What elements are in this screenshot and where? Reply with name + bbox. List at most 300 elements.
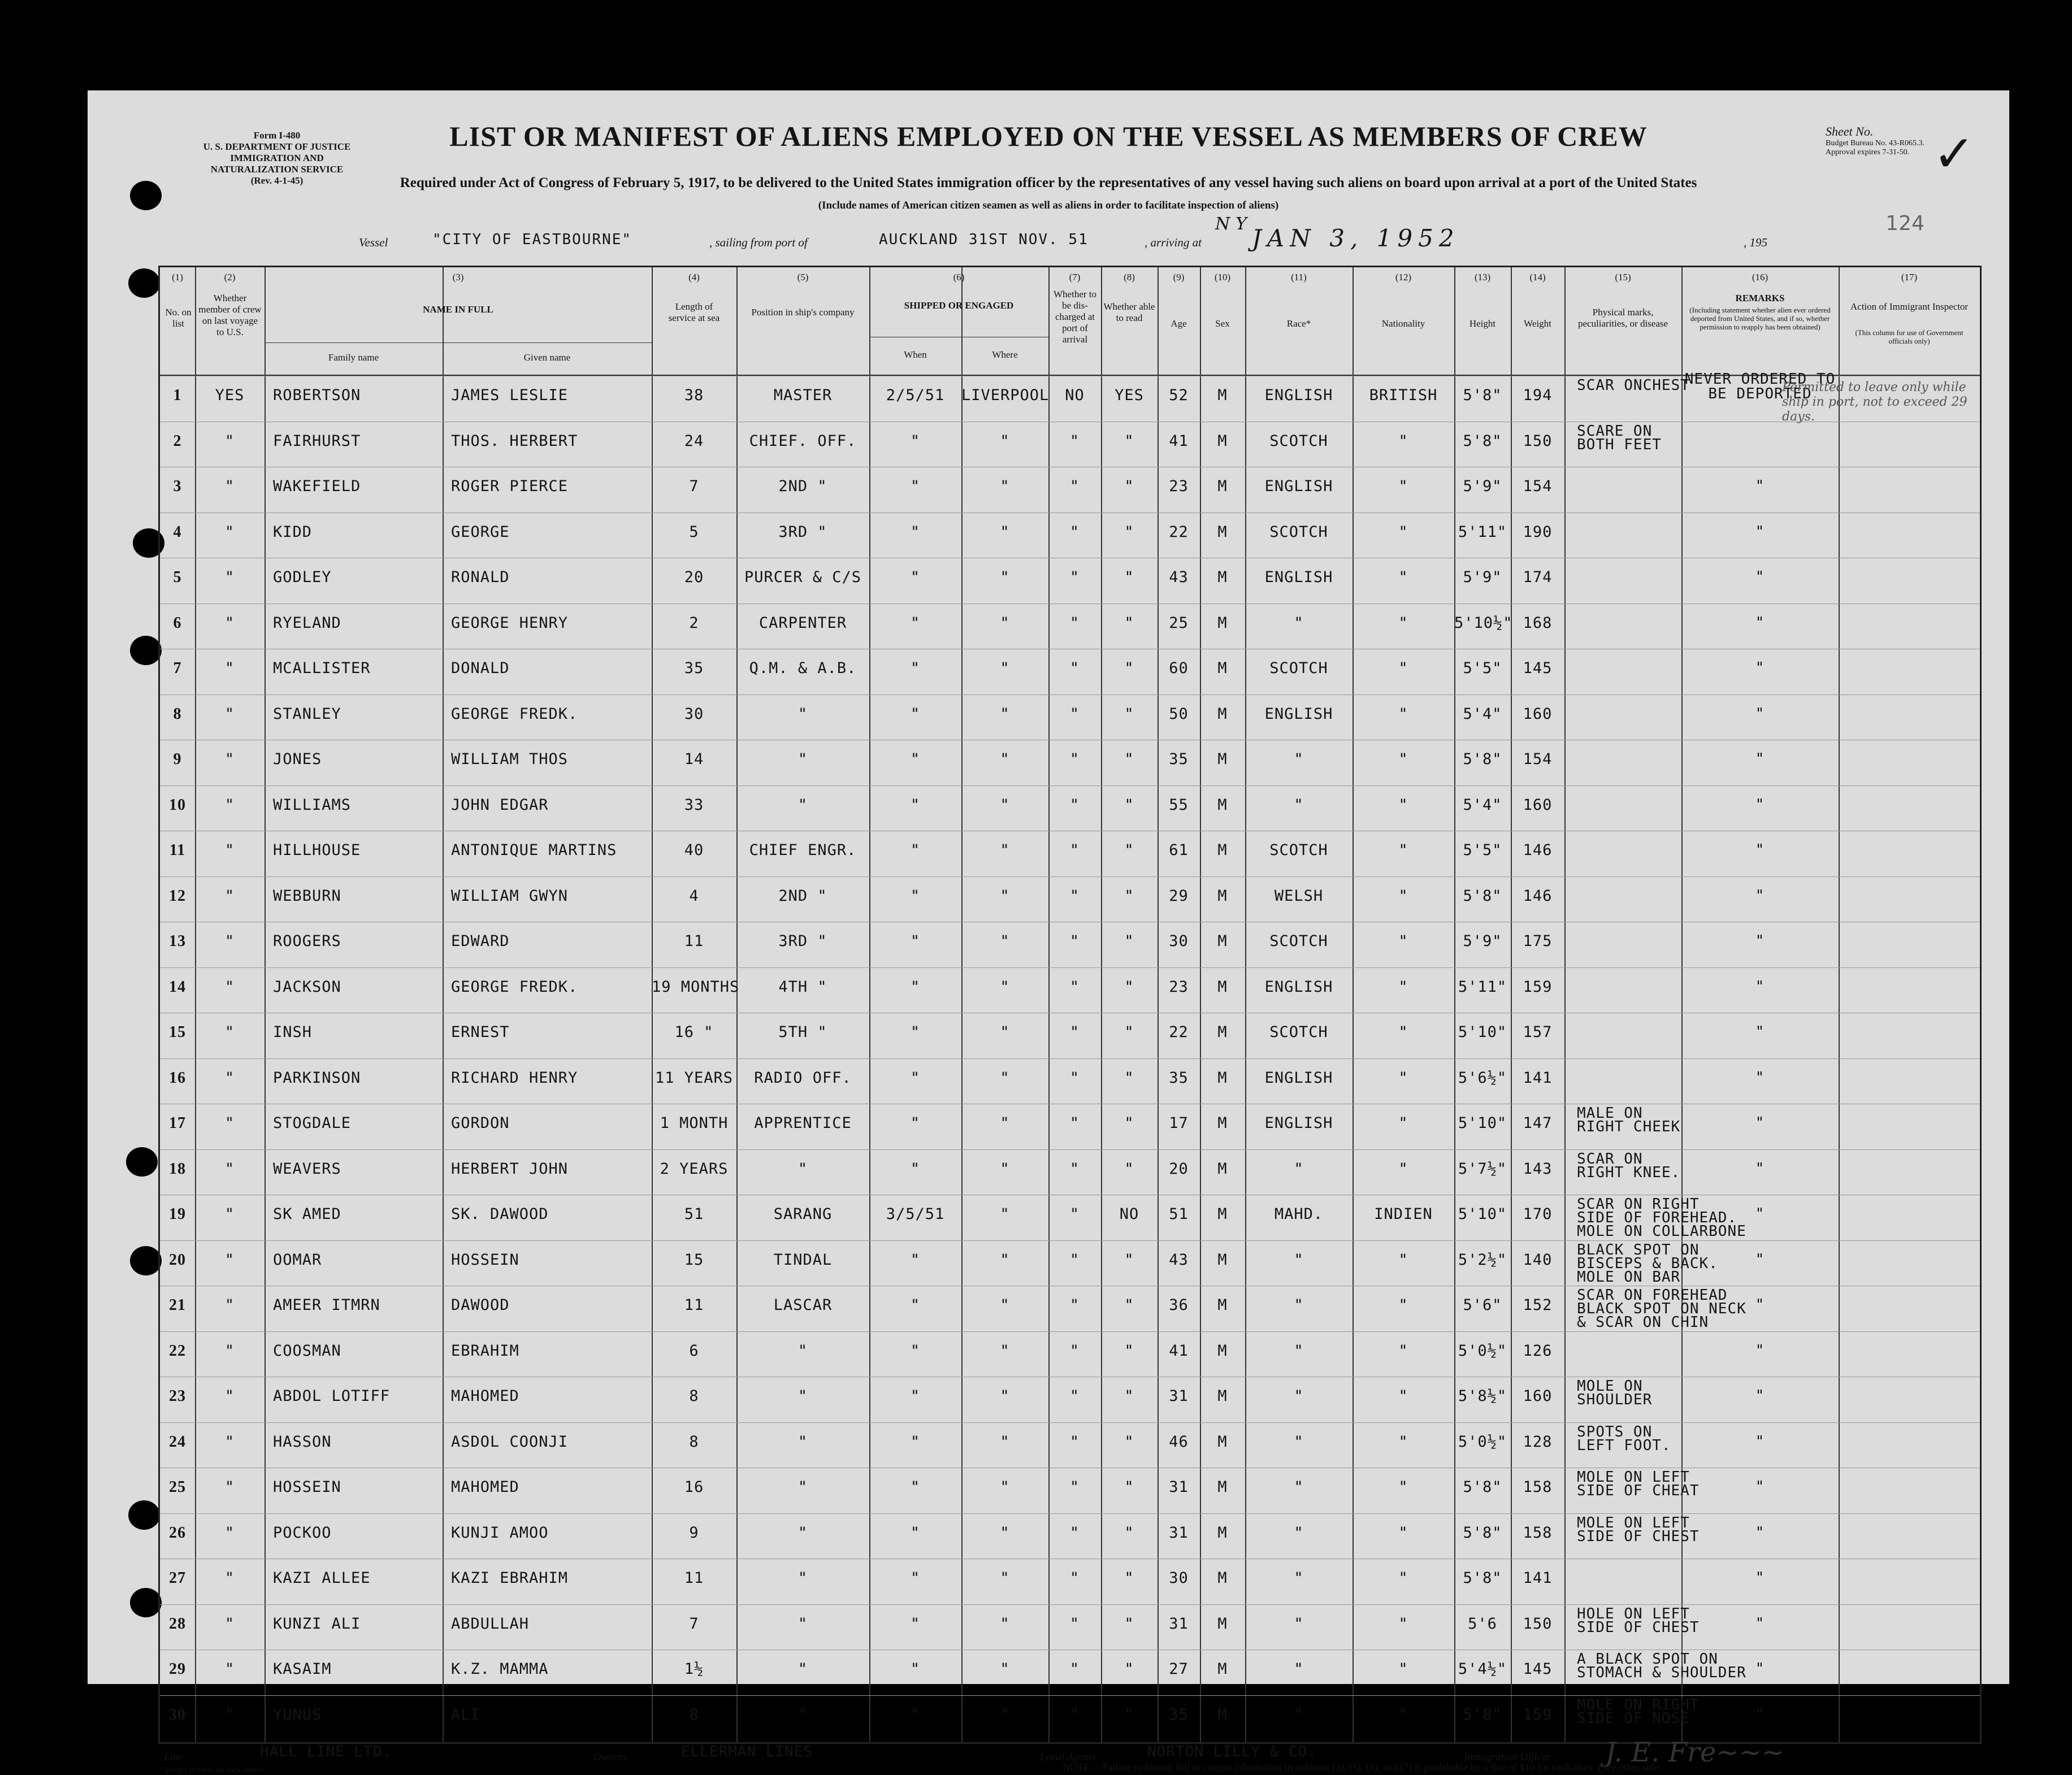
cell-age: 35 [1169, 750, 1189, 768]
cell-family-name: KUNZI ALI [273, 1615, 361, 1633]
table-row [160, 831, 1980, 873]
cell-family-name: KAZI ALLEE [273, 1569, 371, 1587]
cell-nationality: " [1398, 978, 1408, 996]
cell-family-name: FAIRHURST [273, 432, 361, 450]
cell-row-number: 29 [169, 1660, 186, 1678]
include-note: (Include names of American citizen seamen as well as aliens in order to facilitate inspection of aliens) [818, 199, 1279, 211]
cell-discharged: " [1069, 1660, 1080, 1678]
cell-sex: M [1217, 1569, 1228, 1587]
cell-sex: M [1217, 1387, 1228, 1405]
cell-race: ENGLISH [1264, 705, 1333, 723]
cell-row-number: 2 [173, 432, 182, 450]
cell-remarks: " [1755, 614, 1765, 631]
table-row [160, 1286, 1980, 1331]
cell-race: " [1294, 1342, 1304, 1360]
cell-nationality: " [1398, 932, 1408, 950]
cell-weight: 175 [1523, 932, 1553, 950]
cell-shipped-where: " [1000, 705, 1010, 723]
cell-shipped-when: " [910, 978, 921, 996]
cell-able-to-read: " [1124, 1251, 1134, 1269]
vessel-label: Vessel [359, 236, 388, 249]
cell-shipped-when: " [910, 1342, 921, 1360]
agents-label: Local Agents [1040, 1751, 1096, 1763]
cell-sex: M [1217, 887, 1228, 905]
cell-row-number: 8 [173, 705, 182, 723]
cell-able-to-read: YES [1115, 387, 1144, 404]
check-mark-icon: ✓ [1932, 124, 1975, 184]
cell-previous-voyage: " [224, 1478, 235, 1496]
cell-family-name: HILLHOUSE [273, 841, 361, 859]
cell-race: ENGLISH [1264, 478, 1333, 495]
cell-given-name: THOS. HERBERT [451, 432, 578, 450]
cell-age: 31 [1169, 1524, 1189, 1542]
cell-height: 5'8" [1463, 1569, 1502, 1587]
cell-shipped-when: " [910, 1069, 921, 1087]
budget-bureau: Budget Bureau No. 43-R065.3. [1826, 139, 1924, 147]
table-row [160, 1513, 1980, 1555]
cell-position: " [797, 1160, 808, 1178]
line-label: Line [164, 1751, 183, 1763]
cell-height: 5'8" [1463, 387, 1502, 404]
cell-position: " [797, 750, 808, 768]
cell-length-of-service: 11 [684, 932, 704, 950]
cell-family-name: OOMAR [273, 1251, 322, 1269]
cell-height: 5'9" [1463, 478, 1502, 495]
cell-weight: 170 [1523, 1205, 1553, 1223]
cell-race: " [1294, 1433, 1304, 1451]
header-where: Where [992, 349, 1018, 360]
table-row [160, 513, 1980, 554]
cell-able-to-read: " [1124, 568, 1134, 586]
cell-age: 51 [1169, 1205, 1189, 1223]
cell-able-to-read: " [1124, 1160, 1134, 1178]
colnum-7: (7) [1069, 272, 1081, 283]
cell-sex: M [1217, 978, 1228, 996]
cell-previous-voyage: " [224, 1433, 235, 1451]
colnum-14: (14) [1529, 272, 1546, 283]
cell-previous-voyage: " [224, 750, 235, 768]
table-row [160, 604, 1980, 645]
sheet-number: 124 [1885, 212, 1924, 235]
crew-table [158, 266, 1982, 1744]
cell-sex: M [1217, 1296, 1228, 1314]
cell-race: " [1294, 1524, 1304, 1542]
cell-able-to-read: " [1124, 1524, 1134, 1542]
cell-discharged: " [1069, 659, 1080, 677]
cell-position: PURCER & C/S [744, 568, 862, 586]
punch-hole [128, 268, 160, 298]
cell-position: Q.M. & A.B. [749, 659, 857, 677]
cell-nationality: " [1398, 1660, 1408, 1678]
table-row [160, 967, 1980, 1009]
cell-sex: M [1217, 1705, 1228, 1724]
table-row [160, 922, 1980, 964]
cell-given-name: K.Z. MAMMA [451, 1660, 549, 1678]
cell-row-number: 24 [169, 1433, 186, 1451]
sailing-label: , sailing from port of [709, 236, 808, 249]
cell-previous-voyage: " [224, 568, 235, 586]
cell-row-number: 14 [169, 978, 186, 996]
cell-shipped-when: " [910, 1114, 921, 1132]
cell-position: TINDAL [773, 1251, 833, 1269]
cell-shipped-where: " [1000, 1387, 1010, 1405]
cell-previous-voyage: " [224, 1114, 235, 1132]
header-when: When [904, 349, 927, 360]
cell-row-number: 15 [169, 1023, 186, 1041]
cell-length-of-service: 6 [689, 1342, 699, 1360]
cell-discharged: " [1069, 1114, 1080, 1132]
cell-row-number: 1 [173, 387, 182, 404]
cell-previous-voyage: " [224, 1160, 235, 1178]
colnum-3: (3) [452, 272, 464, 283]
cell-shipped-where: " [1000, 659, 1010, 677]
cell-given-name: GEORGE FREDK. [451, 978, 578, 996]
cell-height: 5'8" [1463, 1524, 1502, 1542]
cell-row-number: 13 [169, 932, 186, 950]
colnum-9: (9) [1173, 272, 1185, 283]
cell-shipped-when: " [910, 750, 921, 768]
cell-shipped-when: " [910, 432, 921, 450]
cell-shipped-where: " [1000, 932, 1010, 950]
cell-shipped-when: " [910, 1387, 921, 1405]
cell-shipped-where: " [1000, 568, 1010, 586]
cell-nationality: " [1398, 614, 1408, 632]
cell-physical-marks: SCAR ON FOREHEAD BLACK SPOT ON NECK & SCAR ON CHIN [1577, 1287, 1746, 1331]
cell-position: LASCAR [773, 1296, 833, 1314]
cell-shipped-where: " [1000, 1660, 1010, 1678]
cell-previous-voyage: " [224, 1023, 235, 1041]
cell-shipped-when: " [910, 705, 921, 723]
cell-height: 5'8" [1463, 1478, 1502, 1496]
cell-shipped-where: " [1000, 1069, 1010, 1087]
cell-weight: 159 [1523, 978, 1553, 996]
cell-shipped-when: " [910, 478, 921, 495]
header-inspector-note: (This column for use of Government officials only) [1855, 328, 1963, 345]
cell-race: " [1294, 1387, 1304, 1405]
cell-discharged: " [1069, 1205, 1080, 1223]
cell-weight: 143 [1523, 1160, 1553, 1178]
cell-length-of-service: 14 [684, 750, 704, 768]
cell-height: 5'4½" [1458, 1660, 1507, 1678]
cell-shipped-where: " [1000, 796, 1010, 814]
cell-length-of-service: 8 [689, 1433, 699, 1451]
cell-race: MAHD. [1274, 1205, 1324, 1223]
cell-age: 50 [1169, 705, 1189, 723]
cell-shipped-when: " [910, 1478, 921, 1496]
cell-length-of-service: 20 [684, 568, 704, 586]
cell-position: CARPENTER [758, 614, 847, 632]
cell-weight: 146 [1523, 841, 1553, 859]
cell-family-name: STANLEY [273, 705, 341, 723]
cell-row-number: 28 [169, 1615, 186, 1633]
cell-nationality: " [1398, 523, 1408, 541]
cell-shipped-where: " [1000, 1296, 1010, 1314]
arriving-port-handwritten: NY [1215, 214, 1253, 234]
cell-race: SCOTCH [1269, 1023, 1328, 1041]
cell-previous-voyage: " [224, 932, 235, 950]
cell-height: 5'2½" [1458, 1251, 1507, 1269]
header-name-in-full: NAME IN FULL [423, 304, 493, 315]
cell-height: 5'0½" [1458, 1342, 1507, 1360]
colnum-4: (4) [688, 272, 700, 283]
cell-family-name: SK AMED [273, 1205, 341, 1223]
header-race: Race* [1286, 318, 1311, 329]
table-row [160, 467, 1980, 509]
cell-remarks: " [1755, 887, 1765, 904]
cell-weight: 141 [1523, 1069, 1553, 1087]
cell-physical-marks: HOLE ON LEFT SIDE OF CHEST [1577, 1605, 1700, 1636]
cell-sex: M [1217, 387, 1228, 404]
cell-previous-voyage: " [224, 887, 235, 905]
cell-length-of-service: 9 [689, 1524, 699, 1542]
cell-family-name: POCKOO [273, 1524, 332, 1542]
cell-family-name: KIDD [273, 523, 313, 541]
cell-sex: M [1217, 614, 1228, 632]
cell-height: 5'11" [1458, 978, 1507, 996]
cell-family-name: ROBERTSON [273, 387, 361, 404]
table-row [160, 1695, 1980, 1737]
cell-sex: M [1217, 523, 1228, 541]
cell-age: 17 [1169, 1114, 1189, 1132]
cell-shipped-when: " [910, 659, 921, 677]
header-no-on-list: No. on list [165, 307, 192, 329]
cell-race: " [1294, 750, 1304, 768]
colnum-1: (1) [172, 272, 183, 283]
header-discharged: Whether to be dis-charged at port of arrival [1054, 289, 1096, 345]
cell-sex: M [1217, 432, 1228, 450]
department: U. S. DEPARTMENT OF JUSTICE [203, 141, 351, 152]
cell-physical-marks: SCAR ONCHEST [1577, 377, 1690, 394]
cell-height: 5'5" [1463, 659, 1502, 677]
cell-remarks: " [1755, 659, 1765, 676]
table-row [160, 1650, 1980, 1691]
cell-sex: M [1217, 1433, 1228, 1451]
agents-name: NORTON LILLY & CO. [1147, 1743, 1317, 1760]
cell-row-number: 26 [169, 1524, 186, 1542]
cell-family-name: GODLEY [273, 568, 332, 586]
cell-nationality: " [1398, 705, 1408, 723]
cell-sex: M [1217, 1251, 1228, 1269]
cell-weight: 158 [1523, 1478, 1553, 1496]
cell-shipped-where: " [1000, 750, 1010, 768]
cell-remarks: NEVER ORDERED TO BE DEPORTED [1684, 371, 1836, 402]
cell-shipped-when: " [910, 568, 921, 586]
cell-given-name: GEORGE FREDK. [451, 705, 578, 723]
cell-length-of-service: 8 [689, 1705, 699, 1724]
cell-nationality: " [1398, 1524, 1408, 1542]
cell-position: 2ND " [778, 887, 827, 905]
cell-able-to-read: " [1124, 1023, 1134, 1041]
cell-age: 20 [1169, 1160, 1189, 1178]
cell-remarks: " [1755, 478, 1765, 494]
cell-shipped-when: 3/5/51 [886, 1205, 945, 1223]
cell-row-number: 11 [169, 841, 186, 859]
cell-shipped-when: " [910, 1296, 921, 1314]
cell-age: 60 [1169, 659, 1189, 677]
cell-nationality: " [1398, 1387, 1408, 1405]
cell-physical-marks: BLACK SPOT ON BISCEPS & BACK. MOLE ON BAR [1577, 1241, 1718, 1286]
cell-discharged: " [1069, 978, 1080, 996]
cell-shipped-when: " [910, 1023, 921, 1041]
cell-height: 5'8" [1463, 1705, 1502, 1724]
header-previous-voyage: Whether member of crew on last voyage to U.S. [198, 293, 262, 337]
table-row [160, 422, 1980, 463]
cell-length-of-service: 51 [684, 1205, 704, 1223]
cell-position: " [797, 705, 808, 723]
cell-length-of-service: 8 [689, 1387, 699, 1405]
cell-sex: M [1217, 1114, 1228, 1132]
arriving-label: , arriving at [1145, 236, 1202, 249]
cell-sex: M [1217, 568, 1228, 586]
cell-row-number: 17 [169, 1114, 186, 1132]
cell-given-name: WILLIAM GWYN [451, 887, 569, 905]
cell-nationality: " [1398, 1114, 1408, 1132]
cell-able-to-read: " [1124, 1433, 1134, 1451]
cell-position: SARANG [773, 1205, 833, 1223]
cell-physical-marks: SCARE ON BOTH FEET [1577, 422, 1662, 453]
cell-weight: 126 [1523, 1342, 1553, 1360]
cell-nationality: " [1398, 659, 1408, 677]
cell-position: 2ND " [778, 478, 827, 495]
cell-nationality: " [1398, 1615, 1408, 1633]
cell-race: " [1294, 614, 1304, 632]
cell-family-name: WEBBURN [273, 887, 341, 905]
cell-remarks: " [1755, 1569, 1765, 1586]
table-row [160, 1104, 1980, 1145]
cell-able-to-read: " [1124, 659, 1134, 677]
cell-height: 5'5" [1463, 841, 1502, 859]
cell-previous-voyage: " [224, 614, 235, 632]
cell-physical-marks: MOLE ON LEFT SIDE OF CHEAT [1577, 1469, 1700, 1499]
cell-remarks: " [1755, 1114, 1765, 1131]
cell-given-name: GORDON [451, 1114, 510, 1132]
cell-position: CHIEF ENGR. [749, 841, 857, 859]
cell-height: 5'6½" [1458, 1069, 1507, 1087]
table-row [160, 1377, 1980, 1418]
cell-family-name: JONES [273, 750, 322, 768]
cell-sex: M [1217, 1615, 1228, 1633]
cell-age: 27 [1169, 1660, 1189, 1678]
cell-row-number: 27 [169, 1569, 186, 1587]
table-row [160, 876, 1980, 918]
cell-able-to-read: " [1124, 1342, 1134, 1360]
cell-weight: 174 [1523, 568, 1553, 586]
cell-remarks: " [1755, 1433, 1765, 1450]
cell-shipped-when: " [910, 796, 921, 814]
table-row [160, 1422, 1980, 1464]
header-height: Height [1469, 318, 1496, 329]
cell-previous-voyage: " [224, 1524, 235, 1542]
requirement-text: Required under Act of Congress of February 5, 1917, to be delivered to the United States immigration officer by the representatives of any vessel having such aliens on board upon arrival at a port of the United States [400, 175, 1697, 190]
cell-race: ENGLISH [1264, 1069, 1333, 1087]
cell-length-of-service: 2 [689, 614, 699, 632]
cell-sex: M [1217, 1478, 1228, 1496]
cell-length-of-service: 15 [684, 1251, 704, 1269]
cell-length-of-service: 11 [684, 1569, 704, 1587]
cell-discharged: " [1069, 1433, 1080, 1451]
cell-age: 35 [1169, 1705, 1189, 1724]
table-body [160, 371, 1980, 1741]
cell-able-to-read: " [1124, 1478, 1134, 1496]
cell-discharged: " [1069, 1069, 1080, 1087]
cell-able-to-read: " [1124, 978, 1134, 996]
cell-row-number: 10 [169, 796, 186, 814]
cell-remarks: " [1755, 1160, 1765, 1177]
cell-remarks: " [1755, 1205, 1765, 1222]
cell-discharged: " [1069, 1705, 1080, 1724]
cell-weight: 152 [1523, 1296, 1553, 1314]
cell-sex: M [1217, 1023, 1228, 1041]
cell-position: " [797, 1524, 808, 1542]
cell-shipped-where: LIVERPOOL [961, 387, 1050, 404]
cell-discharged: " [1069, 1569, 1080, 1587]
cell-previous-voyage: " [224, 1251, 235, 1269]
cell-remarks: " [1755, 1023, 1765, 1040]
cell-shipped-when: " [910, 1615, 921, 1633]
cell-row-number: 22 [169, 1342, 186, 1360]
cell-given-name: ANTONIQUE MARTINS [451, 841, 617, 859]
cell-able-to-read: " [1124, 932, 1134, 950]
cell-discharged: " [1069, 1296, 1080, 1314]
cell-weight: 146 [1523, 887, 1553, 905]
cell-given-name: ASDOL COONJI [451, 1433, 569, 1451]
cell-weight: 160 [1523, 796, 1553, 814]
cell-race: SCOTCH [1269, 841, 1328, 859]
cell-height: 5'4" [1463, 796, 1502, 814]
cell-row-number: 19 [169, 1205, 186, 1223]
cell-weight: 145 [1523, 1660, 1553, 1678]
cell-age: 31 [1169, 1387, 1189, 1405]
officer-signature: J. E. Fre~~~ [1605, 1737, 1784, 1768]
cell-race: WELSH [1274, 887, 1324, 905]
cell-sex: M [1217, 932, 1228, 950]
cell-remarks: " [1755, 1069, 1765, 1086]
cell-discharged: " [1069, 1478, 1080, 1496]
colnum-15: (15) [1615, 272, 1631, 283]
line-name: HALL LINE LTD. [260, 1743, 392, 1760]
header-position: Position in ship's company [751, 307, 855, 318]
cell-physical-marks: MALE ON RIGHT CHEEK [1577, 1105, 1681, 1135]
cell-shipped-where: " [1000, 1615, 1010, 1633]
cell-given-name: WILLIAM THOS [451, 750, 569, 768]
cell-nationality: INDIEN [1374, 1205, 1433, 1223]
cell-length-of-service: 11 [684, 1296, 704, 1314]
cell-weight: 150 [1523, 1615, 1553, 1633]
cell-height: 5'9" [1463, 568, 1502, 586]
cell-family-name: AMEER ITMRN [273, 1296, 380, 1314]
cell-able-to-read: " [1124, 1387, 1134, 1405]
cell-physical-marks: SCAR ON RIGHT KNEE. [1577, 1150, 1681, 1181]
cell-discharged: " [1069, 841, 1080, 859]
cell-shipped-where: " [1000, 1478, 1010, 1496]
cell-shipped-where: " [1000, 1160, 1010, 1178]
cell-previous-voyage: YES [215, 387, 245, 404]
cell-given-name: DONALD [451, 659, 510, 677]
cell-position: " [797, 1478, 808, 1496]
cell-shipped-where: " [1000, 478, 1010, 495]
cell-length-of-service: 19 MONTHS [652, 978, 740, 996]
cell-shipped-when: 2/5/51 [886, 387, 945, 404]
cell-sex: M [1217, 1205, 1228, 1223]
cell-nationality: " [1398, 1251, 1408, 1269]
cell-able-to-read: " [1124, 1296, 1134, 1314]
cell-age: 43 [1169, 568, 1189, 586]
cell-family-name: COOSMAN [273, 1342, 341, 1360]
cell-able-to-read: " [1124, 1069, 1134, 1087]
cell-height: 5'8" [1463, 887, 1502, 905]
sailing-port: AUCKLAND 31ST NOV. 51 [879, 231, 1089, 248]
cell-position: RADIO OFF. [754, 1069, 852, 1087]
